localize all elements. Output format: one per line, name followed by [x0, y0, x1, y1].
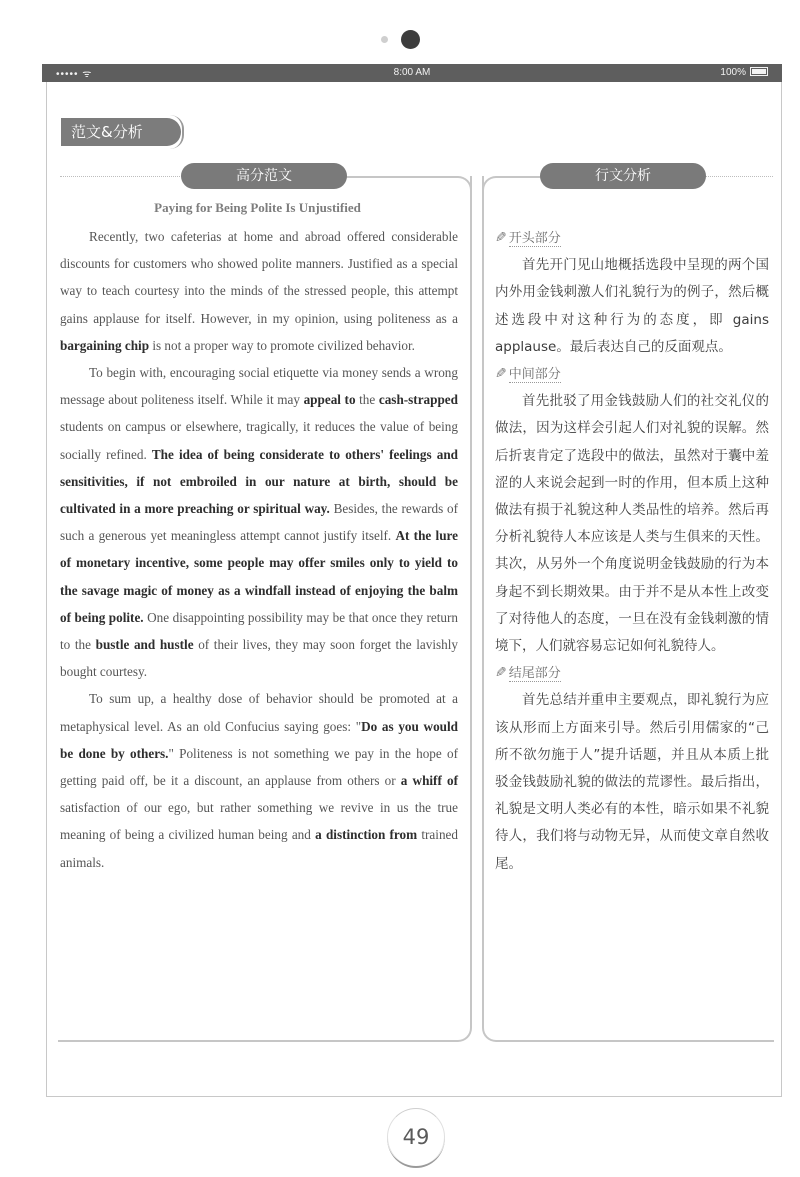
essay-text: is not a proper way to promote civilized behavior. [149, 337, 415, 353]
battery-status [720, 67, 768, 78]
signal-wifi-icon: ••••• ᯤ [56, 69, 93, 80]
essay-text: Recently, two cafeterias at home and abroad offered considerable discounts for customers who showed polite manners. Justified as a special way to teach courtesy into the minds of the stressed people, this attempt gains applause for itself. However, in my opinion, using politeness as a [60, 229, 458, 326]
essay-text: To begin with, encouraging social etiquette via money sends a wrong message about politeness itself. While it may [60, 365, 458, 408]
essay-text: the [355, 392, 379, 408]
essay-body [60, 223, 458, 876]
right-header-rule [705, 176, 773, 177]
essay-paragraph [60, 685, 458, 875]
essay-text: students on campus or elsewhere, tragically, it reduces the value of being socially refined. [60, 419, 458, 462]
analysis-body [495, 225, 769, 878]
essay-highlight-phrase: At the lure of monetary incentive, some people may offer smiles only to yield to the savage magic of money as a windfall instead of enjoying the balm of being polite. [60, 528, 458, 625]
model-essay-pill: 高分范文 [181, 163, 347, 189]
pencil-icon: ✎ [495, 665, 507, 682]
essay-paragraph [60, 359, 458, 685]
section-tab: 范文&分析 [61, 118, 181, 146]
essay-highlight-phrase: bargaining chip [60, 337, 150, 353]
analysis-paragraph: 首先总结并重申主要观点，即礼貌行为应该从形而上方面来引导。然后引用儒家的“己所不欲勿施于人”提升话题，并且从本质上批驳金钱鼓励礼貌的做法的荒谬性。最后指出，礼貌是文明人类必有的本性，暗示如果不礼貌待人，我们将与动物无异，从而使文章自然收尾。 [495, 692, 769, 872]
essay-title: Paying for Being Polite Is Unjustified [154, 200, 361, 215]
status-time: 8:00 AM [393, 67, 431, 78]
page-number: 49 [387, 1108, 445, 1168]
essay-highlight-phrase: bustle and hustle [95, 637, 194, 653]
essay-highlight-phrase: appeal to [303, 392, 356, 408]
battery-percent: 100% [720, 67, 746, 78]
analysis-subheading-label: 中间部分 [508, 367, 561, 382]
battery-icon [750, 67, 768, 76]
camera-lens [401, 30, 420, 49]
essay-paragraph [60, 223, 458, 359]
essay-text: Besides, the rewards of such a generous yet meaningless attempt cannot justify itself. [60, 501, 459, 544]
camera-indicator-dot [381, 36, 388, 43]
essay-text: satisfaction of our ego, but rather something we revive in us the true meaning of being a civilized human being and [60, 800, 458, 843]
analysis-paragraph: 首先开门见山地概括选段中呈现的两个国内外用金钱刺激人们礼貌行为的例子，然后概述选段中对这种行为的态度，即 gains applause。最后表达自己的反面观点。 [495, 257, 769, 355]
analysis-subheading-label: 开头部分 [508, 231, 561, 246]
essay-text: To sum up, a healthy dose of behavior should be promoted at a metaphysical level. As an old Confucius saying goes: " [60, 691, 458, 734]
essay-text: trained animals. [60, 827, 458, 870]
essay-highlight-phrase: cash-strapped [378, 392, 458, 408]
pencil-icon: ✎ [495, 230, 507, 246]
analysis-subheading [495, 660, 769, 687]
essay-highlight-phrase: a distinction from [315, 827, 418, 843]
essay-text: of their lives, they may soon forget the lavishly bought courtesy. [60, 637, 458, 680]
essay-highlight-phrase: Do as you would be done by others. [60, 718, 458, 761]
pencil-icon: ✎ [495, 366, 507, 382]
analysis-pill: 行文分析 [540, 163, 706, 189]
essay-text: One disappointing possibility may be that once they return to the [60, 609, 459, 653]
status-bar [42, 64, 782, 82]
analysis-subheading-label: 结尾部分 [508, 666, 561, 682]
analysis-subheading [495, 361, 769, 388]
essay-highlight-phrase: The idea of being considerate to others' feelings and sensitivities, if not embroiled in our nature at birth, should be cultivated in a more preaching or spiritual way. [60, 446, 458, 517]
analysis-paragraph: 首先批驳了用金钱鼓励人们的社交礼仪的做法，因为这样会引起人们对礼貌的误解。然后折衷肯定了选段中的做法，虽然对于囊中羞涩的人来说会起到一时的作用，但本质上这种做法有损于礼貌这种人类品性的培养。然后再分析礼貌待人本应该是人类与生俱来的天性。其次，从另外一个角度说明金钱鼓励的行为本身起不到长期效果。由于并不是从本性上改变了对待他人的态度，一旦在没有金钱刺激的情境下，人们就容易忘记如何礼貌待人。 [495, 393, 769, 655]
analysis-subheading [495, 225, 769, 252]
essay-text: " Politeness is not something we pay in the hope of getting paid off, be it a discount, an applause from others or [60, 745, 458, 789]
essay-highlight-phrase: a whiff of [400, 773, 458, 789]
